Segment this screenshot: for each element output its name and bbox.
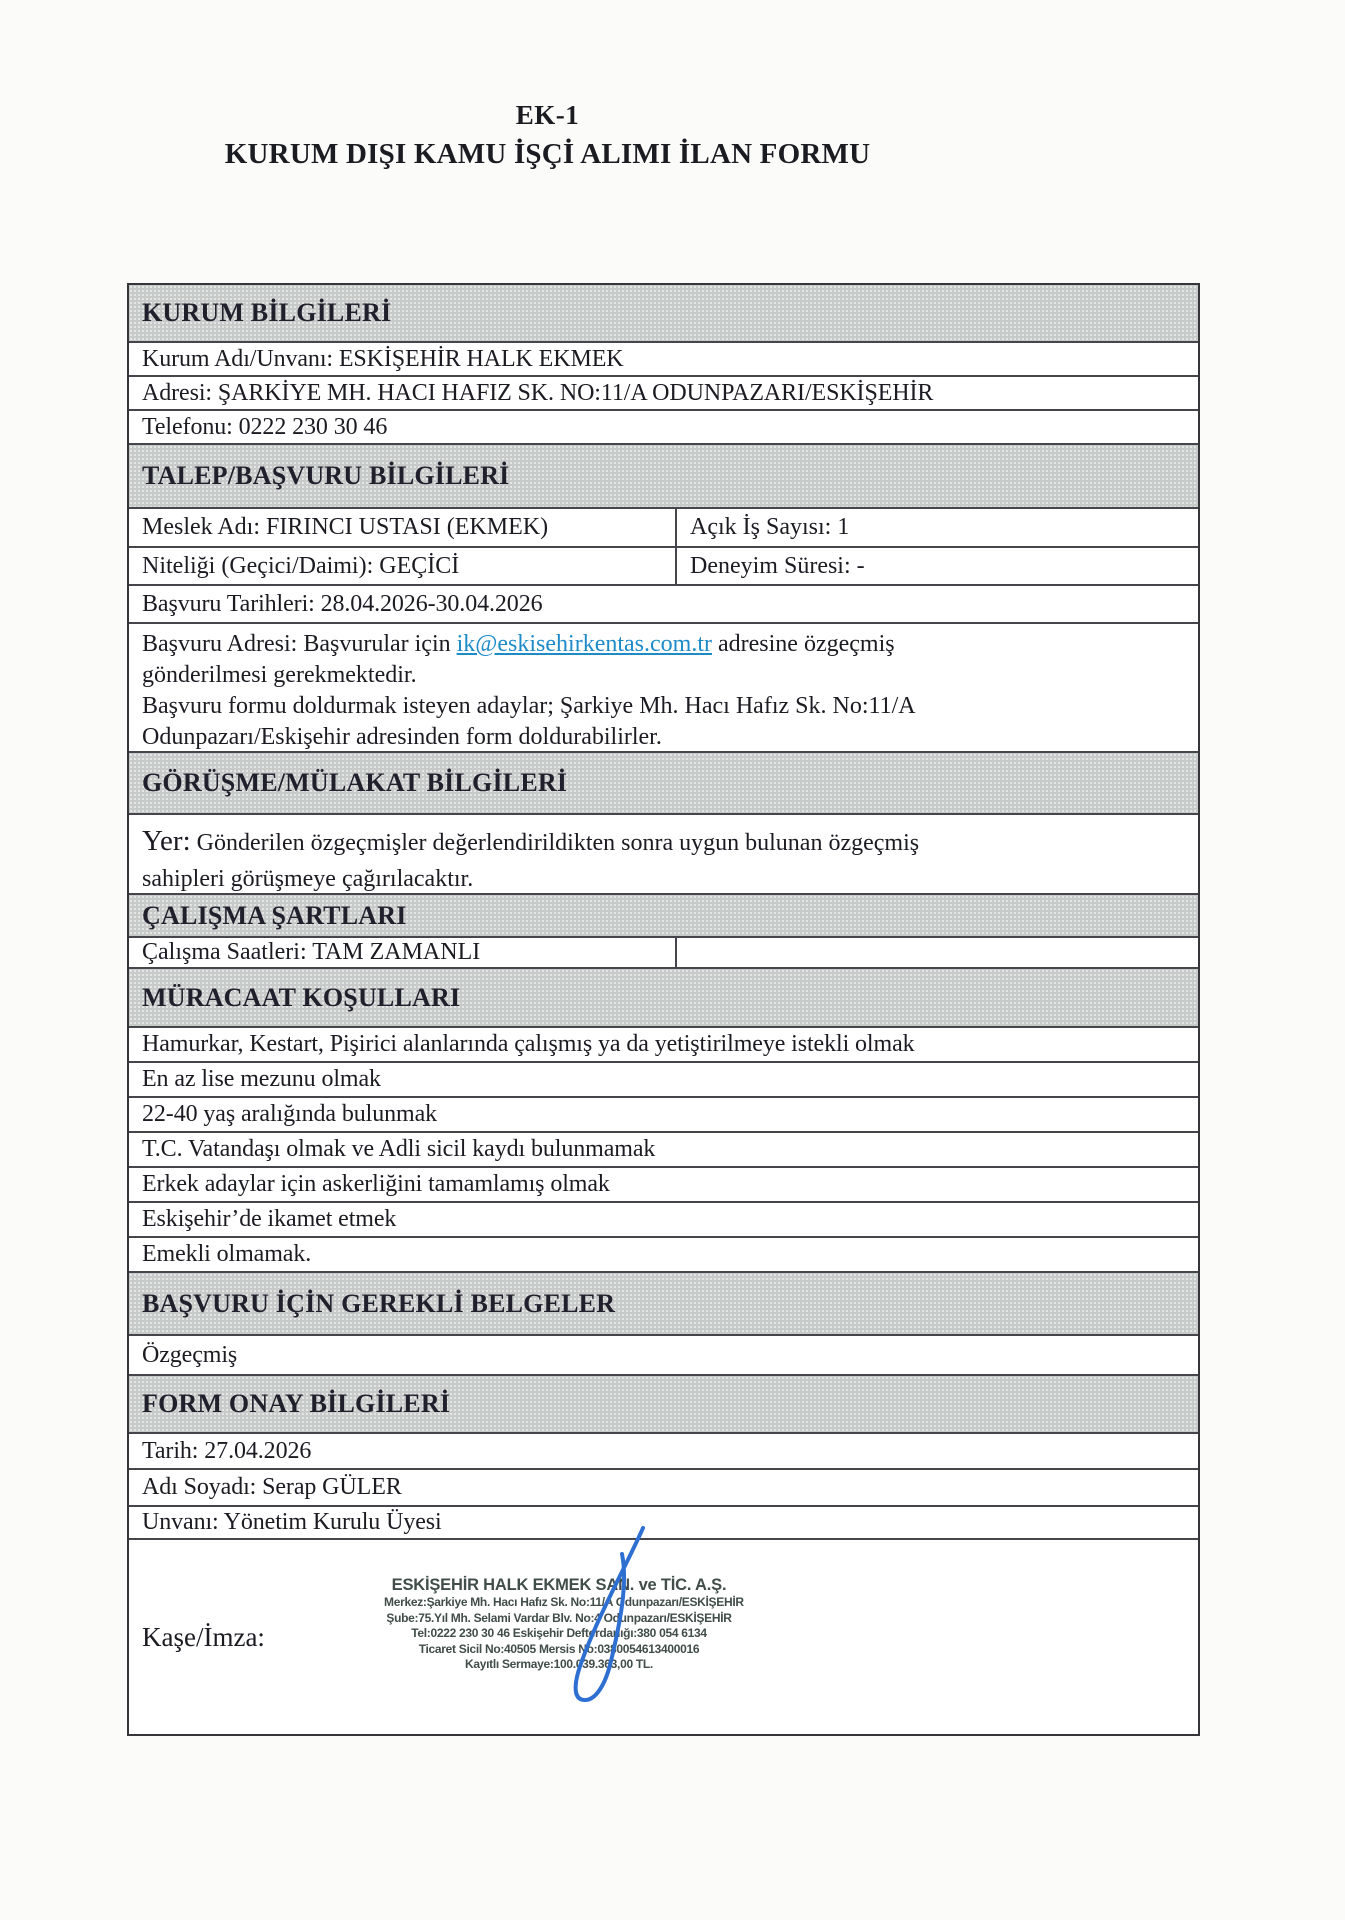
field-basvuru-tarihleri: Başvuru Tarihleri: 28.04.2026-30.04.2026 xyxy=(129,586,1198,624)
section-header-calisma: ÇALIŞMA ŞARTLARI xyxy=(129,895,1198,938)
muracaat-item: Eskişehir’de ikamet etmek xyxy=(129,1203,1198,1238)
muracaat-item: Hamurkar, Kestart, Pişirici alanlarında çalışmış ya da yetiştirilmeye istekli olmak xyxy=(129,1028,1198,1063)
field-onay-adi-soyadi: Adı Soyadı: Serap GÜLER xyxy=(129,1470,1198,1507)
kase-imza-box xyxy=(129,1540,1198,1734)
row-meslek-acik-is xyxy=(129,509,1198,548)
field-telefonu: Telefonu: 0222 230 30 46 xyxy=(129,411,1198,445)
muracaat-item: T.C. Vatandaşı olmak ve Adli sicil kaydı bulunmamak xyxy=(129,1133,1198,1168)
basvuru-adresi-text-before: Başvuru Adresi: Başvurular için xyxy=(142,631,457,657)
section-header-kurum-bilgileri: KURUM BİLGİLERİ xyxy=(129,285,1198,343)
basvuru-adresi-line2: gönderilmesi gerekmektedir. xyxy=(142,662,417,688)
document-title xyxy=(0,100,1095,171)
form-table xyxy=(127,283,1200,1736)
basvuru-adresi-line3: Başvuru formu doldurmak isteyen adaylar; Şarkiye Mh. Hacı Hafız Sk. No:11/A xyxy=(142,693,916,719)
belgeler-item: Özgeçmiş xyxy=(129,1336,1198,1376)
email-link[interactable]: ik@eskisehirkentas.com.tr xyxy=(456,631,712,657)
section-header-talep-basvuru: TALEP/BAŞVURU BİLGİLERİ xyxy=(129,445,1198,509)
yer-label: Yer: xyxy=(142,825,191,857)
field-calisma-saatleri: Çalışma Saatleri: TAM ZAMANLI xyxy=(142,939,481,965)
basvuru-adresi-line4: Odunpazarı/Eskişehir adresinden form doldurabilirler. xyxy=(142,724,662,750)
row-calisma-saatleri xyxy=(129,938,1198,969)
section-header-form-onay: FORM ONAY BİLGİLERİ xyxy=(129,1376,1198,1434)
field-basvuru-adresi xyxy=(129,624,1198,753)
field-adresi: Adresi: ŞARKİYE MH. HACI HAFIZ SK. NO:11/A ODUNPAZARI/ESKİŞEHİR xyxy=(129,377,1198,411)
row-nitelik-deneyim xyxy=(129,548,1198,586)
stamp-line: Ticaret Sicil No:40505 Mersis No:0380054613400016 xyxy=(418,1641,700,1656)
field-kurum-adi: Kurum Adı/Unvanı: ESKİŞEHİR HALK EKMEK xyxy=(129,343,1198,377)
field-acik-is-sayisi: Açık İş Sayısı: 1 xyxy=(675,509,1198,546)
field-meslek-adi: Meslek Adı: FIRINCI USTASI (EKMEK) xyxy=(142,514,549,540)
company-stamp xyxy=(384,1576,744,1673)
section-header-belgeler: BAŞVURU İÇİN GEREKLİ BELGELER xyxy=(129,1273,1198,1336)
section-header-gorusme: GÖRÜŞME/MÜLAKAT BİLGİLERİ xyxy=(129,753,1198,815)
muracaat-item: 22-40 yaş aralığında bulunmak xyxy=(129,1098,1198,1133)
field-onay-unvani: Unvanı: Yönetim Kurulu Üyesi xyxy=(129,1507,1198,1540)
basvuru-adresi-line1 xyxy=(142,629,1185,660)
stamp-line: Şube:75.Yıl Mh. Selami Vardar Blv. No:4 Odunpazarı/ESKİŞEHİR xyxy=(386,1610,732,1625)
stamp-line: Kayıtlı Sermaye:100.039.363,00 TL. xyxy=(465,1657,653,1671)
yer-line1 xyxy=(142,823,1185,861)
stamp-company-name: ESKİŞEHİR HALK EKMEK SAN. ve TİC. A.Ş. xyxy=(391,1576,727,1594)
muracaat-item: Emekli olmamak. xyxy=(129,1238,1198,1273)
muracaat-item: En az lise mezunu olmak xyxy=(129,1063,1198,1098)
yer-text1: Gönderilen özgeçmişler değerlendirildikten sonra uygun bulunan özgeçmiş xyxy=(190,830,920,856)
empty-cell xyxy=(675,938,1198,967)
stamp-line: Merkez:Şarkiye Mh. Hacı Hafız Sk. No:11/A Odunpazarı/ESKİŞEHİR xyxy=(384,1595,744,1609)
stamp-line: Tel:0222 230 30 46 Eskişehir Defterdarlığı:380 054 6134 xyxy=(411,1626,707,1640)
muracaat-item: Erkek adaylar için askerliğini tamamlamış olmak xyxy=(129,1168,1198,1203)
field-deneyim-suresi: Deneyim Süresi: - xyxy=(675,548,1198,584)
field-niteligi: Niteliği (Geçici/Daimi): GEÇİCİ xyxy=(142,552,460,579)
kase-imza-label: Kaşe/İmza: xyxy=(142,1622,265,1652)
doc-code: EK-1 xyxy=(515,100,580,130)
section-header-muracaat: MÜRACAAT KOŞULLARI xyxy=(129,969,1198,1028)
yer-line2: sahipleri görüşmeye çağırılacaktır. xyxy=(142,866,474,892)
field-yer xyxy=(129,815,1198,895)
field-onay-tarih: Tarih: 27.04.2026 xyxy=(129,1434,1198,1470)
form-name: KURUM DIŞI KAMU İŞÇİ ALIMI İLAN FORMU xyxy=(224,138,871,170)
basvuru-adresi-text-after: adresine özgeçmiş xyxy=(712,631,895,657)
